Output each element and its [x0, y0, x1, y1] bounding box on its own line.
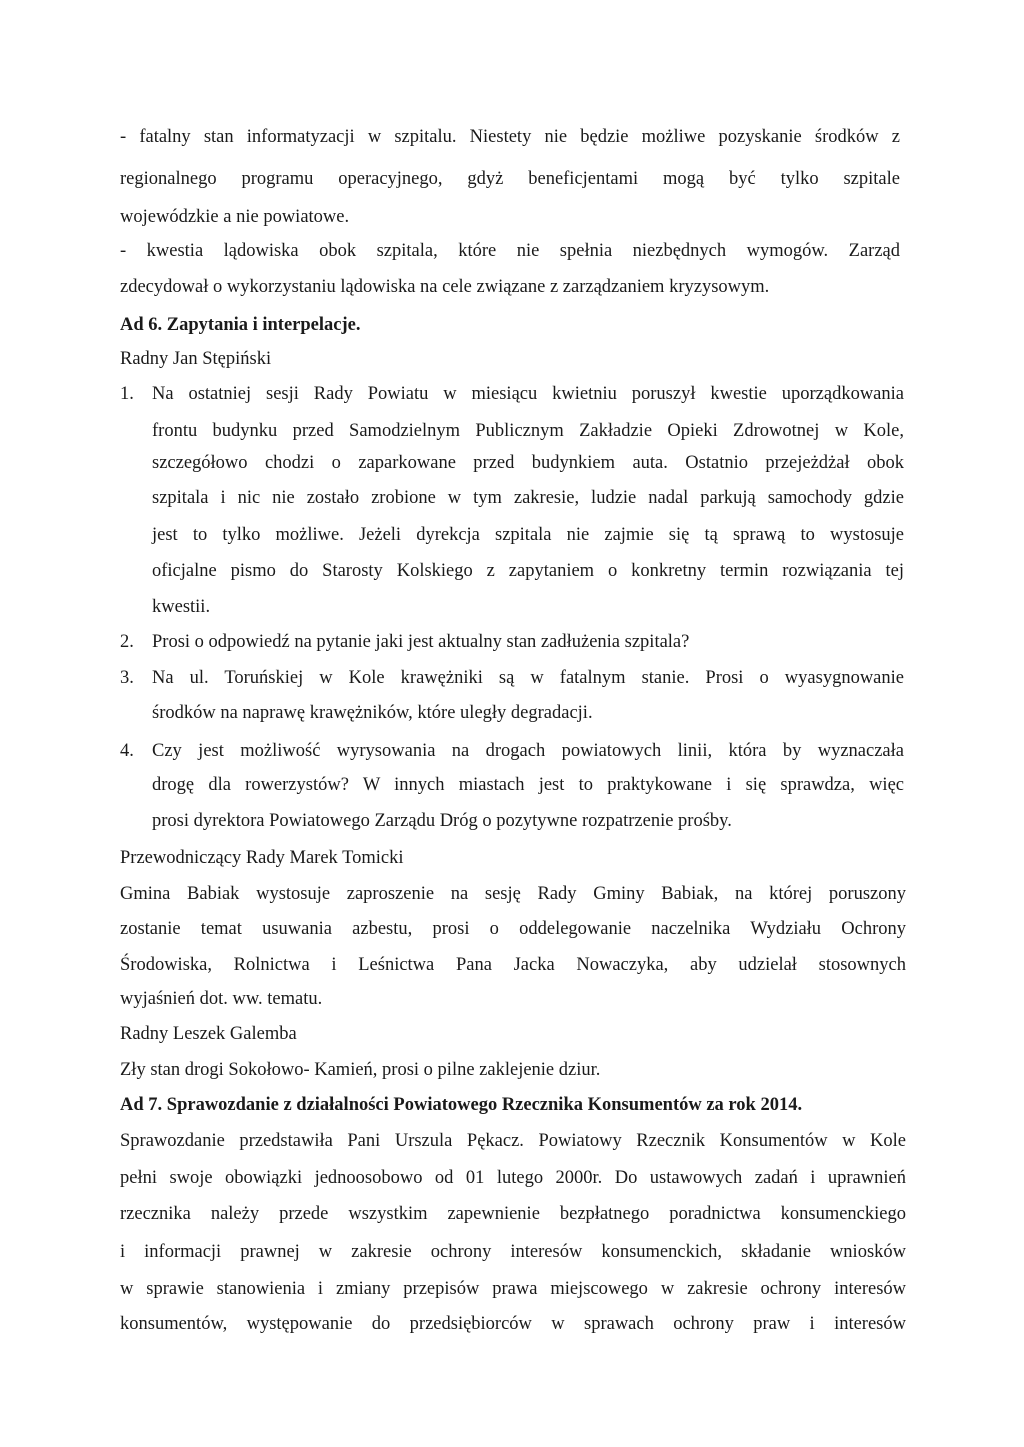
- text-line: oficjalne pismo do Starosty Kolskiego z zapytaniem o konkretny termin rozwiązania tej: [152, 561, 904, 581]
- text-line: zdecydował o wykorzystaniu lądowiska na cele związane z zarządzaniem kryzysowym.: [120, 277, 770, 297]
- text-line: regionalnego programu operacyjnego, gdyż beneficjentami mogą być tylko szpitale: [120, 169, 900, 189]
- list-number: 1.: [120, 384, 134, 404]
- text-line: Czy jest możliwość wyrysowania na drogach powiatowych linii, która by wyznaczała: [152, 741, 904, 761]
- text-line: prosi dyrektora Powiatowego Zarządu Dróg o pozytywne rozpatrzenie prośby.: [152, 811, 732, 831]
- speaker-name: Przewodniczący Rady Marek Tomicki: [120, 848, 404, 868]
- text-line: - fatalny stan informatyzacji w szpitalu. Niestety nie będzie możliwe pozyskanie środków z: [120, 127, 900, 147]
- text-line: w sprawie stanowienia i zmiany przepisów prawa miejscowego w zakresie ochrony interesów: [120, 1279, 906, 1299]
- text-line: i informacji prawnej w zakresie ochrony interesów konsumenckich, składanie wniosków: [120, 1242, 906, 1262]
- list-number: 3.: [120, 668, 134, 688]
- section-heading: Ad 6. Zapytania i interpelacje.: [120, 315, 361, 335]
- text-line: szczegółowo chodzi o zaparkowane przed budynkiem auta. Ostatnio przejeżdżał obok: [152, 453, 904, 473]
- text-line: konsumentów, występowanie do przedsiębiorców w sprawach ochrony praw i interesów: [120, 1314, 906, 1334]
- speaker-name: Radny Jan Stępiński: [120, 349, 272, 369]
- text-line: kwestii.: [152, 597, 211, 617]
- text-line: wyjaśnień dot. ww. tematu.: [120, 989, 323, 1009]
- text-line: Prosi o odpowiedź na pytanie jaki jest aktualny stan zadłużenia szpitala?: [152, 632, 690, 652]
- text-line: frontu budynku przed Samodzielnym Publicznym Zakładzie Opieki Zdrowotnej w Kole,: [152, 421, 904, 441]
- text-line: jest to tylko możliwe. Jeżeli dyrekcja szpitala nie zajmie się tą sprawą to wystosuje: [152, 525, 904, 545]
- text-line: Na ostatniej sesji Rady Powiatu w miesiącu kwietniu poruszył kwestie uporządkowania: [152, 384, 904, 404]
- text-line: zostanie temat usuwania azbestu, prosi o oddelegowanie naczelnika Wydziału Ochrony: [120, 919, 906, 939]
- text-line: Zły stan drogi Sokołowo- Kamień, prosi o pilne zaklejenie dziur.: [120, 1060, 601, 1080]
- speaker-name: Radny Leszek Galemba: [120, 1024, 297, 1044]
- text-line: drogę dla rowerzystów? W innych miastach jest to praktykowane i się sprawdza, więc: [152, 775, 904, 795]
- section-heading: Ad 7. Sprawozdanie z działalności Powiatowego Rzecznika Konsumentów za rok 2014.: [120, 1095, 803, 1115]
- text-line: - kwestia lądowiska obok szpitala, które nie spełnia niezbędnych wymogów. Zarząd: [120, 241, 900, 261]
- text-line: Gmina Babiak wystosuje zaproszenie na sesję Rady Gminy Babiak, na której poruszony: [120, 884, 906, 904]
- list-number: 4.: [120, 741, 134, 761]
- text-line: rzecznika należy przede wszystkim zapewnienie bezpłatnego poradnictwa konsumenckiego: [120, 1204, 906, 1224]
- list-number: 2.: [120, 632, 134, 652]
- text-line: szpitala i nic nie zostało zrobione w tym zakresie, ludzie nadal parkują samochody gdzie: [152, 488, 904, 508]
- text-line: wojewódzkie a nie powiatowe.: [120, 207, 350, 227]
- text-line: środków na naprawę krawężników, które uległy degradacji.: [152, 703, 593, 723]
- text-line: pełni swoje obowiązki jednoosobowo od 01 lutego 2000r. Do ustawowych zadań i uprawnień: [120, 1168, 906, 1188]
- text-line: Na ul. Toruńskiej w Kole krawężniki są w fatalnym stanie. Prosi o wyasygnowanie: [152, 668, 904, 688]
- text-line: Środowiska, Rolnictwa i Leśnictwa Pana Jacka Nowaczyka, aby udzielał stosownych: [120, 955, 906, 975]
- text-line: Sprawozdanie przedstawiła Pani Urszula Pękacz. Powiatowy Rzecznik Konsumentów w Kole: [120, 1131, 906, 1151]
